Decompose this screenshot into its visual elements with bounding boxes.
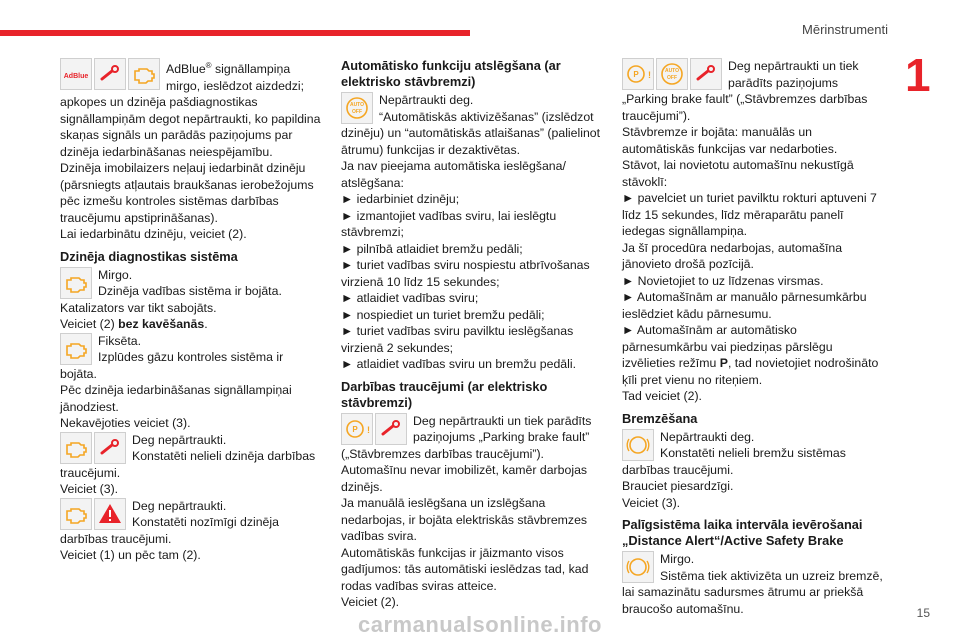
- step: ► turiet vadības sviru pavilktu ieslēgšanas virzienā 2 sekundes;: [341, 324, 574, 355]
- svg-text:AUTO: AUTO: [664, 68, 680, 74]
- watermark: carmanualsonline.info: [358, 612, 602, 637]
- engine-icon: [60, 432, 92, 464]
- diag-deg1: Deg nepārtraukti.: [132, 432, 227, 447]
- diag-heading: Dzinēja diagnostikas sistēma: [60, 248, 238, 264]
- brake-p3: Veiciet (3).: [622, 495, 681, 510]
- distance-desc: Sistēma tiek aktivizēta un uzreiz bremzē, lai samazinātu sadursmes ātrumu ar priekšā braucošo automašīnu.: [622, 568, 883, 616]
- svg-text:!: !: [648, 70, 651, 80]
- pb-p2: Stāvbremze ir bojāta: manuālās un automātiskās funkcijas var nedarboties.: [622, 125, 838, 156]
- pb-state: Deg nepārtraukti un tiek parādīts paziņojums „Parking brake fault” („Stāvbremzes darbības traucējumi”).: [622, 59, 868, 123]
- diag-fikseta: Fiksēta.: [98, 333, 142, 348]
- diag-deg2-desc: Konstatēti nozīmīgi dzinēja darbības traucējumi.: [60, 515, 279, 546]
- header-accent-bar: [0, 30, 470, 36]
- pb-step4: ► Automašīnām ar automātisko pārnesumkārbu vai piedziņas pārslēgu izvēlieties režīmu P, tad novietojiet nodrošināto ķīli pret vienu no riteņiem.: [622, 323, 879, 387]
- distance-state: Mirgo.: [660, 552, 695, 566]
- diag-icon-3: [60, 432, 128, 464]
- fault-icon-group: [341, 413, 409, 445]
- diag-deg2: Deg nepārtraukti.: [132, 498, 227, 513]
- section-title: Mērinstrumenti: [802, 22, 888, 37]
- adblue-icon: AdBlue: [60, 58, 92, 90]
- auto-desc: “Automātiskās aktivizēšanas” (izslēdzot dzinēju) un “automātiskās atlaišanas” (palielinot ātrumu) funkcijas ir dezaktivētas.: [341, 109, 601, 157]
- svg-text:P: P: [352, 424, 358, 434]
- wrench-icon: [375, 413, 407, 445]
- step: ► nospiediet un turiet bremžu pedāli;: [341, 307, 545, 322]
- diag-fikseta-desc: Izplūdes gāzu kontroles sistēma ir bojāta.: [60, 350, 284, 381]
- diag-veiciet3: Veiciet (3).: [60, 482, 119, 497]
- parking-brake-icon: [622, 58, 654, 90]
- diag-deg1-desc: Konstatēti nelieli dzinēja darbības traucējumi.: [60, 449, 316, 480]
- engine-icon: [60, 267, 92, 299]
- auto-state: Nepārtraukti deg.: [379, 93, 474, 107]
- brake-circle-icon: [622, 551, 654, 583]
- svg-text:!: !: [367, 424, 370, 435]
- step: ► iedarbiniet dzinēju;: [341, 192, 460, 206]
- fault-p2: Automašīnu nevar imobilizēt, kamēr darbojas dzinējs.: [341, 463, 588, 494]
- step: ► atlaidiet vadības sviru;: [341, 291, 479, 305]
- column-2: [341, 58, 603, 611]
- step: ► atlaidiet vadības sviru un bremžu pedāli.: [341, 357, 577, 371]
- svg-text:P: P: [633, 70, 639, 79]
- diag-icon-1: [60, 267, 94, 299]
- diag-icon-4: [60, 498, 128, 530]
- pb-fault-icon-group: [622, 58, 724, 90]
- engine-icon: [128, 58, 160, 90]
- diag-nekavejoties: Nekavējoties veiciet (3).: [60, 416, 191, 431]
- pb-step3: ► Automašīnām ar manuālo pārnesumkārbu ieslēdziet kādu pārnesumu.: [622, 290, 867, 321]
- adblue-paragraph: AdBlue® signāllampiņa mirgo, ieslēdzot aizdedzi; apkopes un dzinēja pašdiagnostikas signāllampiņām degot nepārtraukti, ko papildina skaņas signāls un parādās paziņojums par dzinēja iedarbināšanas neiespējamību.: [60, 61, 321, 159]
- page-number: 15: [916, 606, 930, 620]
- column-1: [60, 58, 322, 564]
- brake-icon-group: [622, 429, 656, 461]
- brake-state: Nepārtraukti deg.: [660, 429, 755, 444]
- diag-mirgo-desc: Dzinēja vadības sistēma ir bojāta.: [98, 284, 282, 299]
- auto-if-not: Ja nav pieejama automātiska ieslēgšana/ atslēgšana:: [341, 159, 566, 190]
- brake-auto-off-icon: [656, 58, 688, 90]
- diag-katalizators: Katalizators var tikt sabojāts.: [60, 300, 217, 315]
- brake-circle-icon: [622, 429, 654, 461]
- fault-p5: Veiciet (2).: [341, 595, 400, 609]
- svg-text:OFF: OFF: [352, 109, 362, 115]
- diag-veiciet2: Veiciet (2) bez kavēšanās.: [60, 317, 208, 332]
- pb-p4: Ja šī procedūra nedarbojas, automašīna jānovieto drošā pozīcijā.: [622, 240, 843, 271]
- auto-icon-group: [341, 92, 375, 124]
- adblue-icon-group: [60, 58, 162, 90]
- step: ► pilnībā atlaidiet bremžu pedāli;: [341, 241, 523, 256]
- adblue-imobilizer: Dzinēja imobilaizers neļauj iedarbināt dzinēju (pārsniegts atļautais braukšanas ierobežojums pēc izmešu kontroles sistēmas darbības traucējumu apstiprināšanas).: [60, 161, 314, 225]
- warning-triangle-icon: [94, 498, 126, 530]
- distance-heading: Palīgsistēma laika intervāla ievērošanai „Distance Alert“/Active Safety Brake: [622, 517, 863, 548]
- wrench-icon: [690, 58, 722, 90]
- adblue-action: Lai iedarbinātu dzinēju, veiciet (2).: [60, 227, 247, 242]
- fault-p4: Automātiskās funkcijas ir jāizmanto visos gadījumos: tās automātiski ieslēdzas tad, kad rodas vadības sviras atteice.: [341, 545, 589, 593]
- diag-veiciet1-2: Veiciet (1) un pēc tam (2).: [60, 548, 201, 563]
- brake-p2: Brauciet piesardzīgi.: [622, 479, 734, 493]
- engine-icon: [60, 333, 92, 365]
- diag-pec-start: Pēc dzinēja iedarbināšanas signāllampiņai jānodziest.: [60, 383, 292, 414]
- brake-auto-off-icon: [341, 92, 373, 124]
- column-3: [622, 58, 884, 617]
- brake-heading: Bremzēšana: [622, 410, 698, 426]
- pb-step1: ► pavelciet un turiet pavilktu rokturi aptuveni 7 līdz 15 sekundes, līdz mēraparātu panelī iedegas signāllampiņa.: [622, 191, 877, 238]
- fault-heading: Darbības traucējumi (ar elektrisko stāvbremzi): [341, 378, 548, 410]
- parking-brake-icon: [341, 413, 373, 445]
- svg-text:AUTO: AUTO: [349, 102, 365, 108]
- svg-text:OFF: OFF: [667, 75, 677, 81]
- diag-mirgo: Mirgo.: [98, 267, 133, 282]
- pb-p5: Tad veiciet (2).: [622, 389, 702, 403]
- wrench-icon: [94, 432, 126, 464]
- wrench-icon: [94, 58, 126, 90]
- engine-icon: [60, 498, 92, 530]
- fault-p3: Ja manuālā ieslēgšana un izslēgšana nedarbojas, ir bojāta elektriskās stāvbremzes vadības svira.: [341, 496, 588, 543]
- pb-step2: ► Novietojiet to uz līdzenas virsmas.: [622, 273, 824, 288]
- distance-icon-group: [622, 551, 656, 583]
- chapter-number: 1: [905, 49, 931, 101]
- pb-p3: Stāvot, lai novietotu automašīnu nekustīgā stāvoklī:: [622, 158, 854, 189]
- auto-heading: Automātisko funkciju atslēgšana (ar elektrisko stāvbremzi): [341, 58, 561, 89]
- step: ► turiet vadības sviru nospiestu atbrīvošanas virzienā 10 līdz 15 sekundes;: [341, 258, 590, 289]
- step: ► izmantojiet vadības sviru, lai ieslēgtu stāvbremzi;: [341, 208, 557, 239]
- brake-desc: Konstatēti nelieli bremžu sistēmas darbības traucējumi.: [622, 446, 846, 477]
- fault-state: Deg nepārtraukti un tiek parādīts paziņojums „Parking brake fault” („Stāvbremzes darbības traucējumi”).: [341, 413, 592, 461]
- diag-icon-2: [60, 333, 94, 365]
